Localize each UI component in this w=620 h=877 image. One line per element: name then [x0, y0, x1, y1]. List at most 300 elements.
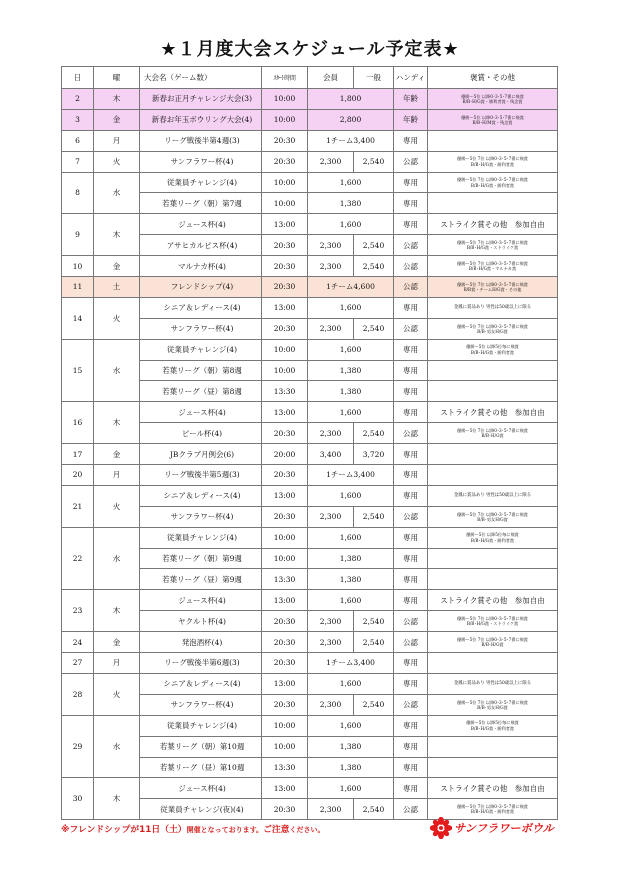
schedule-row [62, 172, 558, 193]
event-name-cell: サンフラワー杯(4) [140, 694, 262, 715]
prize-cell [428, 653, 558, 674]
event-name-cell: 若葉リーグ（朝）第8週 [140, 360, 262, 381]
footer-notice-part4: ください。 [289, 826, 325, 834]
schedule-row [62, 214, 558, 235]
fee-cell: 1,380 [308, 360, 394, 381]
event-name-cell: フレンドシップ(4) [140, 277, 262, 298]
prize-line: B/B･H/G賞 [481, 642, 504, 648]
start-time-cell: 13:00 [262, 485, 308, 506]
start-time-cell: 20:30 [262, 694, 308, 715]
fee-cell: 1,380 [308, 757, 394, 778]
event-name-cell: 新春お正月チャレンジ大会(3) [140, 89, 262, 110]
prize-line: ストライク賞その他 参加自由 [440, 219, 545, 229]
prize-cell [428, 402, 558, 423]
header-member: 会員 [308, 67, 354, 89]
event-name-cell: サンフラワー杯(4) [140, 151, 262, 172]
member-fee-cell: 2,300 [308, 318, 354, 339]
schedule-row [62, 256, 558, 277]
handicap-cell: 専用 [394, 778, 428, 799]
event-name-cell: 新春お年玉ボウリング大会(4) [140, 109, 262, 130]
weekday-cell: 木 [94, 214, 140, 256]
weekday-cell: 木 [94, 778, 140, 820]
prize-line: 金鳳に賞品あり 男性は50歳以上に限る [453, 681, 532, 687]
schedule-row [62, 653, 558, 674]
start-time-cell: 20:30 [262, 235, 308, 256]
fee-cell: 1チーム4,600 [308, 277, 394, 298]
weekday-cell: 月 [94, 465, 140, 486]
day-cell: 7 [62, 151, 94, 172]
prize-cell [428, 318, 558, 339]
day-cell: 2 [62, 89, 94, 110]
day-cell: 16 [62, 402, 94, 444]
weekday-cell: 水 [94, 527, 140, 590]
prize-line: 優勝～5位 7位 以降0･3･5･7番に飛賞 [457, 511, 528, 517]
prize-line: 優勝～5位 7位 以降0･3･5･7番に飛賞 [457, 281, 528, 287]
event-name-cell: シニア＆レディース(4) [140, 485, 262, 506]
start-time-cell: 20:30 [262, 151, 308, 172]
prize-cell [428, 423, 558, 444]
weekday-cell: 木 [94, 590, 140, 632]
general-fee-cell: 2,540 [354, 506, 394, 527]
prize-cell [428, 381, 558, 402]
prize-cell [428, 214, 558, 235]
handicap-cell: 専用 [394, 360, 428, 381]
start-time-cell: 10:00 [262, 360, 308, 381]
prize-line: B/B･男女H/G賞 [477, 516, 508, 522]
event-name-cell: シニア＆レディース(4) [140, 297, 262, 318]
handicap-cell: 公認 [394, 799, 428, 820]
prize-cell [428, 485, 558, 506]
weekday-cell: 金 [94, 256, 140, 277]
weekday-cell: 火 [94, 297, 140, 339]
schedule-row [62, 402, 558, 423]
event-name-cell: JBクラブ月例会(6) [140, 444, 262, 465]
prize-cell [428, 715, 558, 736]
event-name-cell: アサヒカルピス杯(4) [140, 235, 262, 256]
event-name-cell: シニア＆レディース(4) [140, 673, 262, 694]
fee-cell: 1,800 [308, 89, 394, 110]
weekday-cell: 月 [94, 130, 140, 151]
start-time-cell: 10:00 [262, 339, 308, 360]
prize-cell [428, 89, 558, 110]
prize-line: 優勝～5位 以降5位毎に飛賞 [466, 720, 519, 726]
schedule-table [61, 66, 558, 820]
fee-cell: 1チーム3,400 [308, 653, 394, 674]
prize-line: 優勝～5位 以降5位毎に飛賞 [466, 532, 519, 538]
schedule-row [62, 485, 558, 506]
fee-cell: 1,600 [308, 214, 394, 235]
handicap-cell: 専用 [394, 193, 428, 214]
prize-line: ストライク賞その他 参加自由 [440, 407, 545, 417]
weekday-cell: 土 [94, 277, 140, 298]
handicap-cell: 専用 [394, 548, 428, 569]
schedule-row [62, 151, 558, 172]
handicap-cell: 公認 [394, 318, 428, 339]
fee-cell: 1,380 [308, 193, 394, 214]
handicap-cell: 年齢 [394, 109, 428, 130]
event-name-cell: ジュース杯(4) [140, 778, 262, 799]
start-time-cell: 20:30 [262, 130, 308, 151]
start-time-cell: 20:30 [262, 799, 308, 820]
prize-line: B/B･H/G賞・勝利者賞 [470, 725, 515, 731]
general-fee-cell: 2,540 [354, 611, 394, 632]
footer-notice [61, 822, 324, 835]
event-name-cell: 従業員チャレンジ(4) [140, 339, 262, 360]
prize-cell [428, 590, 558, 611]
prize-cell [428, 151, 558, 172]
prize-line: 優勝～5位 7位 以降0･3･5･7番に飛賞 [457, 636, 528, 642]
prize-cell [428, 360, 558, 381]
event-name-cell: リーグ戦後半第5週(3) [140, 465, 262, 486]
handicap-cell: 専用 [394, 590, 428, 611]
start-time-cell: 10:00 [262, 193, 308, 214]
prize-line: B/B･H/G賞・ストライク賞 [466, 245, 519, 251]
prize-line: 優勝～5位 7位 以降0･3･5･7番に飛賞 [457, 699, 528, 705]
prize-line: B/B･H/G賞・勝利者賞 [470, 161, 515, 167]
prize-line: B/B･H/G賞・勝利者賞 [470, 349, 515, 355]
prize-cell [428, 694, 558, 715]
prize-line: 優勝～5位 以降0･3･5･7番に飛賞 [461, 114, 524, 120]
day-cell: 11 [62, 277, 94, 298]
general-fee-cell: 2,540 [354, 318, 394, 339]
event-name-cell: 従業員チャレンジ(4) [140, 715, 262, 736]
weekday-cell: 水 [94, 172, 140, 214]
start-time-cell: 13:00 [262, 673, 308, 694]
start-time-cell: 20:30 [262, 611, 308, 632]
prize-cell [428, 778, 558, 799]
weekday-cell: 木 [94, 89, 140, 110]
schedule-row [62, 130, 558, 151]
start-time-cell: 20:30 [262, 465, 308, 486]
event-name-cell: 従業員チャレンジ(4) [140, 172, 262, 193]
weekday-cell: 火 [94, 673, 140, 715]
prize-cell [428, 256, 558, 277]
fee-cell: 1,600 [308, 590, 394, 611]
schedule-row [62, 715, 558, 736]
start-time-cell: 13:30 [262, 381, 308, 402]
day-cell: 27 [62, 653, 94, 674]
prize-cell [428, 569, 558, 590]
event-name-cell: ジュース杯(4) [140, 214, 262, 235]
handicap-cell: 専用 [394, 130, 428, 151]
fee-cell: 1,600 [308, 339, 394, 360]
day-cell: 21 [62, 485, 94, 527]
prize-line: 金鳳に賞品あり 男性は50歳以上に限る [453, 493, 532, 499]
start-time-cell: 20:30 [262, 632, 308, 653]
page-title: ★１月度大会スケジュール予定表★ [160, 39, 460, 60]
weekday-cell: 金 [94, 632, 140, 653]
prize-line: ストライク賞その他 参加自由 [440, 595, 545, 605]
handicap-cell: 公認 [394, 277, 428, 298]
handicap-cell: 年齢 [394, 89, 428, 110]
prize-line: 優勝～5位 7位 以降0･3･5･7番に飛賞 [457, 177, 528, 183]
day-cell: 6 [62, 130, 94, 151]
event-name-cell: 若葉リーグ（朝）第10週 [140, 736, 262, 757]
event-name-cell: リーグ戦後半第4週(3) [140, 130, 262, 151]
day-cell: 22 [62, 527, 94, 590]
prize-line: B/B･H/G賞・勝利者賞・残念賞 [462, 98, 523, 104]
fee-cell: 1チーム3,400 [308, 465, 394, 486]
prize-cell [428, 736, 558, 757]
fee-cell: 1,600 [308, 297, 394, 318]
event-name-cell: 発泡酒杯(4) [140, 632, 262, 653]
prize-line: 優勝～5位 以降0･3･5･7番に飛賞 [461, 93, 524, 99]
prize-cell [428, 297, 558, 318]
prize-cell [428, 193, 558, 214]
member-fee-cell: 2,300 [308, 694, 354, 715]
start-time-cell: 20:00 [262, 444, 308, 465]
prize-line: B/B･H/G賞・ストライク賞 [466, 621, 519, 627]
member-fee-cell: 2,300 [308, 506, 354, 527]
handicap-cell: 専用 [394, 444, 428, 465]
start-time-cell: 13:00 [262, 778, 308, 799]
prize-line: B/B･H/M賞・残念賞 [472, 119, 513, 125]
prize-line: 優勝～5位 7位 以降0･3･5･7番に飛賞 [457, 427, 528, 433]
handicap-cell: 専用 [394, 569, 428, 590]
fee-cell: 1チーム3,400 [308, 130, 394, 151]
fee-cell: 1,600 [308, 485, 394, 506]
prize-cell [428, 130, 558, 151]
handicap-cell: 専用 [394, 527, 428, 548]
member-fee-cell: 2,300 [308, 151, 354, 172]
prize-line: B/B賞・チームH/G賞・その他 [463, 286, 522, 292]
start-time-cell: 13:30 [262, 569, 308, 590]
prize-cell [428, 611, 558, 632]
header-weekday: 曜 [94, 67, 140, 89]
day-cell: 15 [62, 339, 94, 402]
prize-line: B/B･男女H/G賞 [477, 704, 508, 710]
footer-notice-part1: ※フレンドシップが11日（土） [61, 825, 187, 835]
handicap-cell: 専用 [394, 673, 428, 694]
header-prizes: 褒賞・その他 [428, 67, 558, 89]
prize-cell [428, 506, 558, 527]
handicap-cell: 専用 [394, 172, 428, 193]
header-event: 大会名（ゲーム数） [140, 67, 262, 89]
day-cell: 8 [62, 172, 94, 214]
start-time-cell: 13:00 [262, 402, 308, 423]
prize-line: B/B･H/G賞 [481, 433, 504, 439]
prize-cell [428, 757, 558, 778]
weekday-cell: 火 [94, 485, 140, 527]
day-cell: 14 [62, 297, 94, 339]
header-day: 日 [62, 67, 94, 89]
start-time-cell: 20:30 [262, 653, 308, 674]
day-cell: 29 [62, 715, 94, 778]
fee-cell: 1,380 [308, 569, 394, 590]
logo-text: サンフラワーボウル [454, 822, 554, 835]
general-fee-cell: 2,540 [354, 256, 394, 277]
event-name-cell: 従業員チャレンジ(4) [140, 527, 262, 548]
schedule-row [62, 297, 558, 318]
member-fee-cell: 2,300 [308, 632, 354, 653]
day-cell: 3 [62, 109, 94, 130]
event-name-cell: 若葉リーグ（昼）第8週 [140, 381, 262, 402]
bowling-center-logo [430, 817, 554, 839]
event-name-cell: サンフラワー杯(4) [140, 506, 262, 527]
start-time-cell: 20:30 [262, 423, 308, 444]
member-fee-cell: 2,300 [308, 256, 354, 277]
day-cell: 17 [62, 444, 94, 465]
schedule-row [62, 109, 558, 130]
prize-line: 優勝～5位 7位 以降0･3･5･7番に飛賞 [457, 323, 528, 329]
sunflower-logo-icon [430, 817, 452, 839]
handicap-cell: 専用 [394, 757, 428, 778]
handicap-cell: 公認 [394, 694, 428, 715]
prize-cell [428, 109, 558, 130]
fee-cell: 1,380 [308, 736, 394, 757]
handicap-cell: 専用 [394, 653, 428, 674]
fee-cell: 1,600 [308, 527, 394, 548]
handicap-cell: 公認 [394, 423, 428, 444]
member-fee-cell: 3,400 [308, 444, 354, 465]
prize-cell [428, 172, 558, 193]
event-name-cell: 若葉リーグ（昼）第9週 [140, 569, 262, 590]
weekday-cell: 水 [94, 715, 140, 778]
prize-cell [428, 465, 558, 486]
prize-line: 優勝～5位 7位 以降0･3･5･7番に飛賞 [457, 156, 528, 162]
event-name-cell: ヤクルト杯(4) [140, 611, 262, 632]
prize-cell [428, 527, 558, 548]
general-fee-cell: 2,540 [354, 235, 394, 256]
prize-line: ストライク賞その他 参加自由 [440, 783, 545, 793]
day-cell: 24 [62, 632, 94, 653]
handicap-cell: 公認 [394, 632, 428, 653]
header-row [62, 67, 558, 89]
start-time-cell: 10:00 [262, 172, 308, 193]
event-name-cell: サンフラワー杯(4) [140, 318, 262, 339]
general-fee-cell: 2,540 [354, 694, 394, 715]
event-name-cell: 若葉リーグ（昼）第10週 [140, 757, 262, 778]
fee-cell: 1,600 [308, 402, 394, 423]
header-start-time: ｽﾀｰﾄ時間 [262, 67, 308, 89]
fee-cell: 1,380 [308, 548, 394, 569]
day-cell: 20 [62, 465, 94, 486]
prize-cell [428, 632, 558, 653]
prize-line: 優勝～5位 7位 以降0･3･5･7番に飛賞 [457, 616, 528, 621]
prize-line: 優勝～5位 7位 以降0･3･5･7番に飛賞 [457, 239, 528, 245]
member-fee-cell: 2,300 [308, 423, 354, 444]
start-time-cell: 13:00 [262, 297, 308, 318]
weekday-cell: 木 [94, 402, 140, 444]
handicap-cell: 専用 [394, 465, 428, 486]
event-name-cell: リーグ戦後半第6週(3) [140, 653, 262, 674]
handicap-cell: 専用 [394, 485, 428, 506]
handicap-cell: 公認 [394, 506, 428, 527]
handicap-cell: 専用 [394, 339, 428, 360]
event-name-cell: マルナカ杯(4) [140, 256, 262, 277]
weekday-cell: 金 [94, 444, 140, 465]
prize-line: 優勝～5位 以降5位毎に飛賞 [466, 344, 519, 350]
handicap-cell: 専用 [394, 402, 428, 423]
handicap-cell: 公認 [394, 611, 428, 632]
prize-line: 優勝～5位 7位 以降0･3･5･7番に飛賞 [457, 260, 528, 266]
event-name-cell: 若葉リーグ（朝）第9週 [140, 548, 262, 569]
fee-cell: 1,600 [308, 673, 394, 694]
prize-line: B/B･H/G賞・勝利者賞 [470, 182, 515, 188]
start-time-cell: 20:30 [262, 318, 308, 339]
start-time-cell: 10:00 [262, 527, 308, 548]
handicap-cell: 専用 [394, 736, 428, 757]
prize-cell [428, 548, 558, 569]
day-cell: 10 [62, 256, 94, 277]
start-time-cell: 10:00 [262, 715, 308, 736]
schedule-row [62, 673, 558, 694]
start-time-cell: 20:30 [262, 506, 308, 527]
start-time-cell: 13:30 [262, 757, 308, 778]
header-general: 一般 [354, 67, 394, 89]
fee-cell: 1,600 [308, 715, 394, 736]
prize-line: 優勝～5位 7位 以降0･3･5･7番に飛賞 [457, 804, 528, 810]
handicap-cell: 専用 [394, 715, 428, 736]
weekday-cell: 金 [94, 109, 140, 130]
member-fee-cell: 2,300 [308, 235, 354, 256]
day-cell: 30 [62, 778, 94, 820]
header-handicap: ハンディ [394, 67, 428, 89]
fee-cell: 1,600 [308, 172, 394, 193]
schedule-row [62, 778, 558, 799]
event-name-cell: ジュース杯(4) [140, 402, 262, 423]
handicap-cell: 公認 [394, 151, 428, 172]
prize-line: B/B･H/G賞・勝利者賞 [470, 537, 515, 543]
schedule-row [62, 527, 558, 548]
schedule-row [62, 590, 558, 611]
handicap-cell: 専用 [394, 214, 428, 235]
schedule-row [62, 339, 558, 360]
schedule-row [62, 444, 558, 465]
start-time-cell: 20:30 [262, 277, 308, 298]
start-time-cell: 20:30 [262, 256, 308, 277]
footer-notice-part2: 開催となっております。 [186, 826, 264, 834]
schedule-row [62, 277, 558, 298]
handicap-cell: 公認 [394, 256, 428, 277]
start-time-cell: 10:00 [262, 736, 308, 757]
day-cell: 28 [62, 673, 94, 715]
fee-cell: 1,380 [308, 381, 394, 402]
member-fee-cell: 2,300 [308, 611, 354, 632]
prize-cell [428, 673, 558, 694]
handicap-cell: 専用 [394, 297, 428, 318]
event-name-cell: ビール杯(4) [140, 423, 262, 444]
weekday-cell: 月 [94, 653, 140, 674]
prize-cell [428, 444, 558, 465]
event-name-cell: ジュース杯(4) [140, 590, 262, 611]
prize-line: B/B･H/G賞・マルナカ賞 [468, 266, 517, 272]
schedule-row [62, 89, 558, 110]
fee-cell: 2,800 [308, 109, 394, 130]
general-fee-cell: 3,720 [354, 444, 394, 465]
schedule-row [62, 465, 558, 486]
general-fee-cell: 2,540 [354, 151, 394, 172]
day-cell: 23 [62, 590, 94, 632]
start-time-cell: 13:00 [262, 214, 308, 235]
prize-line: 金鳳に賞品あり 男性は50歳以上に限る [453, 305, 532, 311]
weekday-cell: 水 [94, 339, 140, 402]
prize-cell [428, 339, 558, 360]
general-fee-cell: 2,540 [354, 632, 394, 653]
schedule-row [62, 632, 558, 653]
start-time-cell: 10:00 [262, 548, 308, 569]
event-name-cell: 従業員チャレンジ(夜)(4) [140, 799, 262, 820]
prize-line: B/B･男女H/G賞 [477, 328, 508, 334]
weekday-cell: 火 [94, 151, 140, 172]
start-time-cell: 13:00 [262, 590, 308, 611]
fee-cell: 1,600 [308, 778, 394, 799]
handicap-cell: 公認 [394, 235, 428, 256]
start-time-cell: 10:00 [262, 89, 308, 110]
prize-cell [428, 277, 558, 298]
member-fee-cell: 2,300 [308, 799, 354, 820]
general-fee-cell: 2,540 [354, 799, 394, 820]
